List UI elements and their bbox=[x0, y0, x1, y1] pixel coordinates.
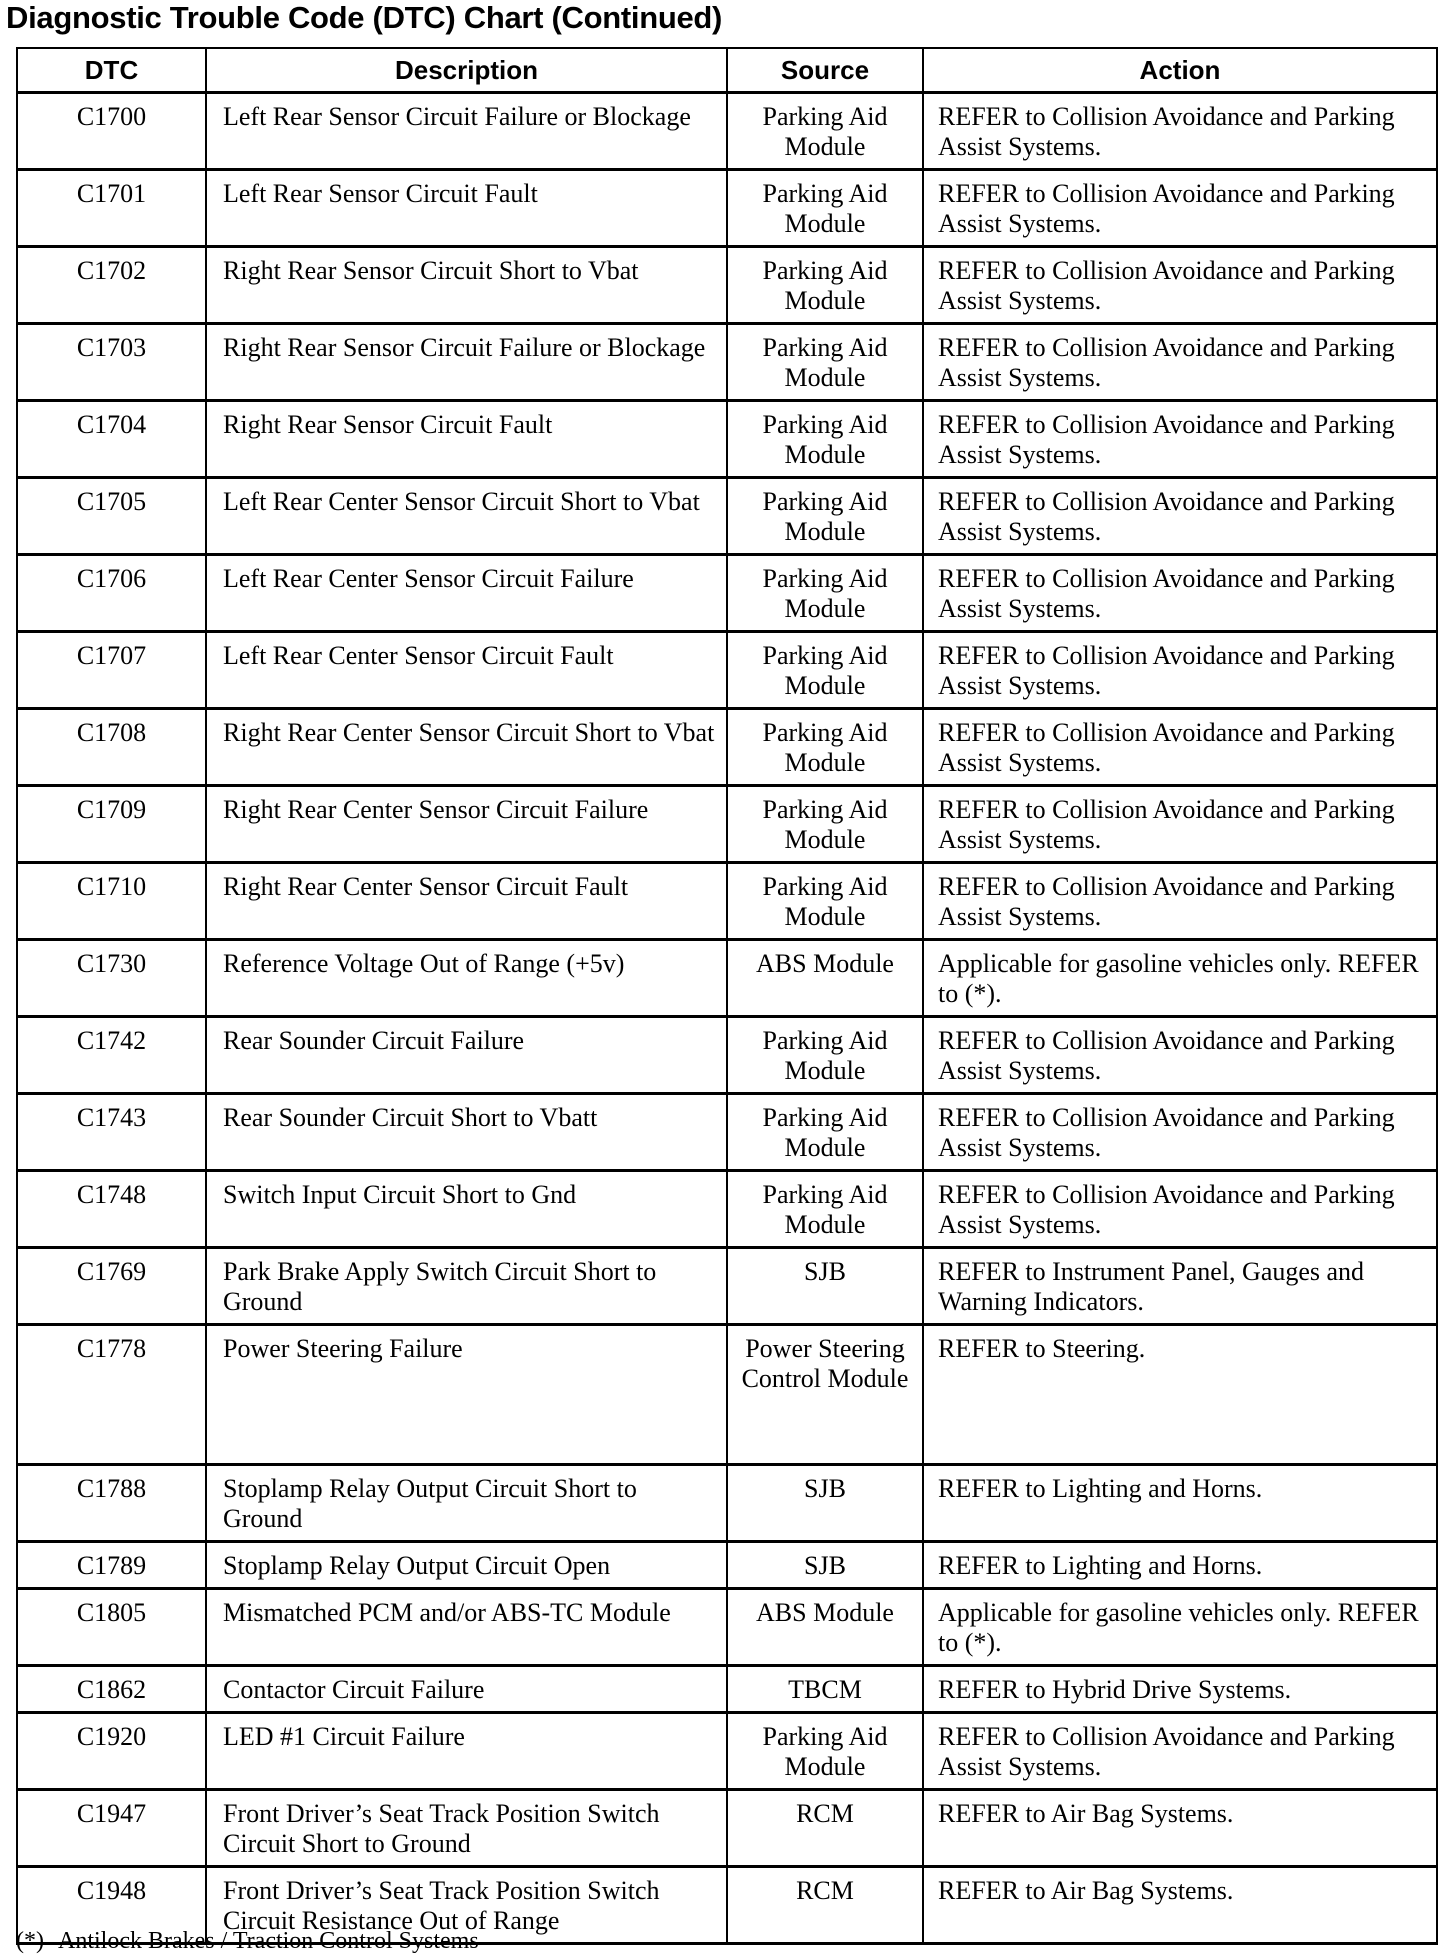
table-row bbox=[17, 93, 1437, 170]
description-cell: Right Rear Center Sensor Circuit Fault bbox=[206, 863, 727, 940]
action-cell: REFER to Collision Avoidance and Parking Assist Systems. bbox=[923, 478, 1437, 555]
table-row bbox=[17, 1666, 1437, 1713]
description-cell: Reference Voltage Out of Range (+5v) bbox=[206, 940, 727, 1017]
action-cell: REFER to Collision Avoidance and Parking Assist Systems. bbox=[923, 170, 1437, 247]
action-cell: REFER to Instrument Panel, Gauges and Warning Indicators. bbox=[923, 1248, 1437, 1325]
table-row bbox=[17, 555, 1437, 632]
dtc-code-cell: C1702 bbox=[17, 247, 206, 324]
table-row bbox=[17, 863, 1437, 940]
dtc-code-cell: C1769 bbox=[17, 1248, 206, 1325]
table-row bbox=[17, 1465, 1437, 1542]
dtc-code-cell: C1701 bbox=[17, 170, 206, 247]
table-row bbox=[17, 1589, 1437, 1666]
source-cell: Parking Aid Module bbox=[727, 1017, 923, 1094]
action-cell: REFER to Hybrid Drive Systems. bbox=[923, 1666, 1437, 1713]
table-row bbox=[17, 1542, 1437, 1589]
description-cell: Right Rear Center Sensor Circuit Short to Vbat bbox=[206, 709, 727, 786]
dtc-code-cell: C1709 bbox=[17, 786, 206, 863]
source-cell: RCM bbox=[727, 1867, 923, 1944]
dtc-code-cell: C1788 bbox=[17, 1465, 206, 1542]
table-row bbox=[17, 170, 1437, 247]
dtc-code-cell: C1805 bbox=[17, 1589, 206, 1666]
action-cell: REFER to Lighting and Horns. bbox=[923, 1542, 1437, 1589]
source-cell: Parking Aid Module bbox=[727, 1094, 923, 1171]
description-cell: Rear Sounder Circuit Failure bbox=[206, 1017, 727, 1094]
action-cell: REFER to Collision Avoidance and Parking Assist Systems. bbox=[923, 324, 1437, 401]
dtc-code-cell: C1743 bbox=[17, 1094, 206, 1171]
dtc-code-cell: C1705 bbox=[17, 478, 206, 555]
description-cell: Left Rear Center Sensor Circuit Failure bbox=[206, 555, 727, 632]
description-cell: Switch Input Circuit Short to Gnd bbox=[206, 1171, 727, 1248]
action-cell: REFER to Collision Avoidance and Parking Assist Systems. bbox=[923, 555, 1437, 632]
dtc-code-cell: C1707 bbox=[17, 632, 206, 709]
description-cell: Left Rear Center Sensor Circuit Short to Vbat bbox=[206, 478, 727, 555]
page-title: Diagnostic Trouble Code (DTC) Chart (Continued) bbox=[6, 0, 723, 35]
source-cell: Parking Aid Module bbox=[727, 863, 923, 940]
source-cell: Parking Aid Module bbox=[727, 786, 923, 863]
source-cell: Parking Aid Module bbox=[727, 1171, 923, 1248]
source-cell: RCM bbox=[727, 1790, 923, 1867]
description-cell: Right Rear Center Sensor Circuit Failure bbox=[206, 786, 727, 863]
dtc-table bbox=[16, 47, 1438, 1945]
description-cell: Front Driver’s Seat Track Position Switch Circuit Resistance Out of Range bbox=[206, 1867, 727, 1944]
table-row bbox=[17, 709, 1437, 786]
description-cell: LED #1 Circuit Failure bbox=[206, 1713, 727, 1790]
footnote-text: Antilock Brakes / Traction Control Systems bbox=[57, 1928, 479, 1954]
table-row bbox=[17, 324, 1437, 401]
dtc-code-cell: C1708 bbox=[17, 709, 206, 786]
table-row bbox=[17, 632, 1437, 709]
description-cell: Right Rear Sensor Circuit Failure or Blockage bbox=[206, 324, 727, 401]
dtc-code-cell: C1700 bbox=[17, 93, 206, 170]
table-row bbox=[17, 478, 1437, 555]
footnote bbox=[16, 1928, 493, 1955]
source-cell: ABS Module bbox=[727, 940, 923, 1017]
description-cell: Front Driver’s Seat Track Position Switch Circuit Short to Ground bbox=[206, 1790, 727, 1867]
source-cell: ABS Module bbox=[727, 1589, 923, 1666]
source-cell: Parking Aid Module bbox=[727, 324, 923, 401]
table-row bbox=[17, 1017, 1437, 1094]
description-cell: Mismatched PCM and/or ABS-TC Module bbox=[206, 1589, 727, 1666]
table-row bbox=[17, 786, 1437, 863]
action-cell: REFER to Collision Avoidance and Parking Assist Systems. bbox=[923, 1094, 1437, 1171]
column-header-source: Source bbox=[727, 48, 923, 93]
action-cell: REFER to Collision Avoidance and Parking Assist Systems. bbox=[923, 1017, 1437, 1094]
source-cell: SJB bbox=[727, 1465, 923, 1542]
table-row bbox=[17, 247, 1437, 324]
table-header-row bbox=[17, 48, 1437, 93]
table-row bbox=[17, 1248, 1437, 1325]
description-cell: Rear Sounder Circuit Short to Vbatt bbox=[206, 1094, 727, 1171]
description-cell: Left Rear Sensor Circuit Fault bbox=[206, 170, 727, 247]
dtc-code-cell: C1748 bbox=[17, 1171, 206, 1248]
source-cell: Parking Aid Module bbox=[727, 93, 923, 170]
dtc-code-cell: C1778 bbox=[17, 1325, 206, 1465]
column-header-description: Description bbox=[206, 48, 727, 93]
action-cell: Applicable for gasoline vehicles only. REFER to (*). bbox=[923, 940, 1437, 1017]
action-cell: REFER to Steering. bbox=[923, 1325, 1437, 1465]
action-cell: REFER to Collision Avoidance and Parking Assist Systems. bbox=[923, 1171, 1437, 1248]
source-cell: Parking Aid Module bbox=[727, 170, 923, 247]
action-cell: REFER to Lighting and Horns. bbox=[923, 1465, 1437, 1542]
table-row bbox=[17, 1094, 1437, 1171]
description-cell: Right Rear Sensor Circuit Short to Vbat bbox=[206, 247, 727, 324]
dtc-code-cell: C1948 bbox=[17, 1867, 206, 1944]
source-cell: Parking Aid Module bbox=[727, 247, 923, 324]
action-cell: REFER to Collision Avoidance and Parking Assist Systems. bbox=[923, 863, 1437, 940]
action-cell: REFER to Collision Avoidance and Parking Assist Systems. bbox=[923, 247, 1437, 324]
description-cell: Left Rear Center Sensor Circuit Fault bbox=[206, 632, 727, 709]
source-cell: TBCM bbox=[727, 1666, 923, 1713]
footnote-marker: (*) bbox=[16, 1928, 44, 1954]
action-cell: REFER to Collision Avoidance and Parking Assist Systems. bbox=[923, 93, 1437, 170]
column-header-dtc: DTC bbox=[17, 48, 206, 93]
dtc-code-cell: C1706 bbox=[17, 555, 206, 632]
description-cell: Right Rear Sensor Circuit Fault bbox=[206, 401, 727, 478]
table-row bbox=[17, 940, 1437, 1017]
dtc-code-cell: C1703 bbox=[17, 324, 206, 401]
source-cell: Parking Aid Module bbox=[727, 555, 923, 632]
action-cell: REFER to Collision Avoidance and Parking Assist Systems. bbox=[923, 632, 1437, 709]
action-cell: REFER to Collision Avoidance and Parking Assist Systems. bbox=[923, 709, 1437, 786]
source-cell: Parking Aid Module bbox=[727, 478, 923, 555]
action-cell: REFER to Collision Avoidance and Parking Assist Systems. bbox=[923, 786, 1437, 863]
dtc-code-cell: C1704 bbox=[17, 401, 206, 478]
action-cell: REFER to Collision Avoidance and Parking Assist Systems. bbox=[923, 1713, 1437, 1790]
dtc-code-cell: C1730 bbox=[17, 940, 206, 1017]
source-cell: Parking Aid Module bbox=[727, 709, 923, 786]
description-cell: Contactor Circuit Failure bbox=[206, 1666, 727, 1713]
dtc-code-cell: C1742 bbox=[17, 1017, 206, 1094]
dtc-code-cell: C1947 bbox=[17, 1790, 206, 1867]
description-cell: Power Steering Failure bbox=[206, 1325, 727, 1465]
table-row bbox=[17, 1713, 1437, 1790]
table-row bbox=[17, 1325, 1437, 1465]
source-cell: Power Steering Control Module bbox=[727, 1325, 923, 1465]
action-cell: REFER to Air Bag Systems. bbox=[923, 1790, 1437, 1867]
action-cell: Applicable for gasoline vehicles only. REFER to (*). bbox=[923, 1589, 1437, 1666]
table-row bbox=[17, 1790, 1437, 1867]
dtc-code-cell: C1862 bbox=[17, 1666, 206, 1713]
dtc-code-cell: C1710 bbox=[17, 863, 206, 940]
source-cell: SJB bbox=[727, 1248, 923, 1325]
description-cell: Park Brake Apply Switch Circuit Short to Ground bbox=[206, 1248, 727, 1325]
description-cell: Stoplamp Relay Output Circuit Open bbox=[206, 1542, 727, 1589]
description-cell: Left Rear Sensor Circuit Failure or Blockage bbox=[206, 93, 727, 170]
column-header-action: Action bbox=[923, 48, 1437, 93]
action-cell: REFER to Air Bag Systems. bbox=[923, 1867, 1437, 1944]
dtc-code-cell: C1789 bbox=[17, 1542, 206, 1589]
table-row bbox=[17, 1171, 1437, 1248]
source-cell: Parking Aid Module bbox=[727, 1713, 923, 1790]
source-cell: SJB bbox=[727, 1542, 923, 1589]
dtc-code-cell: C1920 bbox=[17, 1713, 206, 1790]
table-row bbox=[17, 401, 1437, 478]
source-cell: Parking Aid Module bbox=[727, 401, 923, 478]
action-cell: REFER to Collision Avoidance and Parking Assist Systems. bbox=[923, 401, 1437, 478]
description-cell: Stoplamp Relay Output Circuit Short to Ground bbox=[206, 1465, 727, 1542]
source-cell: Parking Aid Module bbox=[727, 632, 923, 709]
